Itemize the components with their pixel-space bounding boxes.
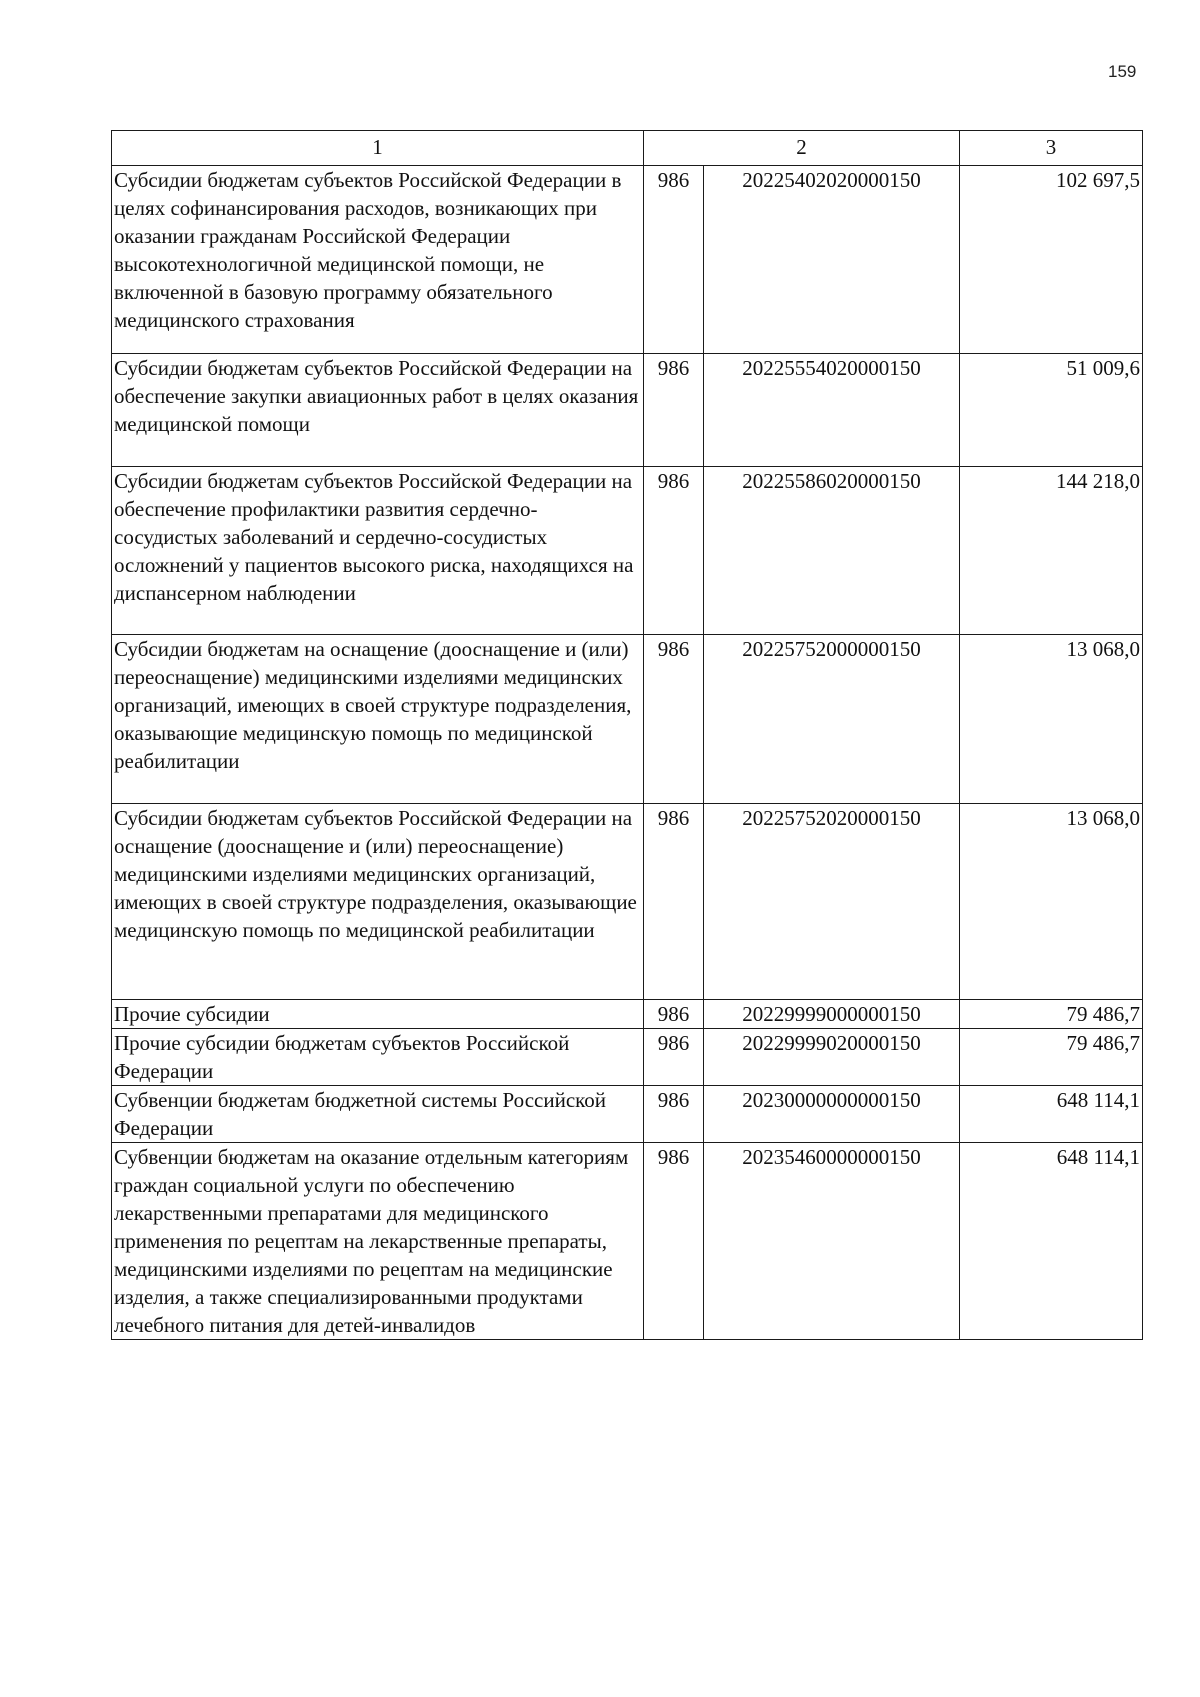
- row-budget-code: 20230000000000150: [704, 1086, 960, 1143]
- row-admin-code: 986: [644, 467, 704, 635]
- table-row: [112, 354, 1143, 467]
- table-row: [112, 467, 1143, 635]
- table-row: [112, 1086, 1143, 1143]
- row-amount: 144 218,0: [960, 467, 1143, 635]
- table-row: [112, 1029, 1143, 1086]
- header-col-3: 3: [960, 131, 1143, 166]
- row-admin-code: 986: [644, 1000, 704, 1029]
- row-admin-code: 986: [644, 635, 704, 804]
- row-admin-code: 986: [644, 354, 704, 467]
- row-admin-code: 986: [644, 1143, 704, 1340]
- row-name: Субсидии бюджетам на оснащение (дооснащение и (или) переоснащение) медицинскими изделиями медицинских организаций, имеющих в своей структуре подразделения, оказывающие медицинскую помощь по медицинской реабилитации: [112, 635, 644, 804]
- row-name: Субсидии бюджетам субъектов Российской Федерации на обеспечение профилактики развития сердечно-сосудистых заболеваний и сердечно-сосудистых осложнений у пациентов высокого риска, находящихся на диспансерном наблюдении: [112, 467, 644, 635]
- row-name: Субсидии бюджетам субъектов Российской Федерации в целях софинансирования расходов, возникающих при оказании гражданам Российской Федерации высокотехнологичной медицинской помощи, не включенной в базовую программу обязательного медицинского страхования: [112, 166, 644, 354]
- row-amount: 79 486,7: [960, 1000, 1143, 1029]
- row-name: Субвенции бюджетам на оказание отдельным категориям граждан социальной услуги по обеспечению лекарственными препаратами для медицинского применения по рецептам на лекарственные препараты, медицинскими изделиями по рецептам на медицинские изделия, а также специализированными продуктами лечебного питания для детей-инвалидов: [112, 1143, 644, 1340]
- row-admin-code: 986: [644, 804, 704, 1000]
- page-number: 159: [1108, 62, 1137, 81]
- row-budget-code: 20225554020000150: [704, 354, 960, 467]
- row-amount: 648 114,1: [960, 1143, 1143, 1340]
- row-admin-code: 986: [644, 1029, 704, 1086]
- table-row: [112, 166, 1143, 354]
- row-amount: 648 114,1: [960, 1086, 1143, 1143]
- row-name: Субсидии бюджетам субъектов Российской Федерации на обеспечение закупки авиационных работ в целях оказания медицинской помощи: [112, 354, 644, 467]
- row-budget-code: 20225586020000150: [704, 467, 960, 635]
- row-budget-code: 20229999000000150: [704, 1000, 960, 1029]
- row-amount: 13 068,0: [960, 635, 1143, 804]
- header-col-1: 1: [112, 131, 644, 166]
- budget-table: [111, 130, 1143, 1340]
- row-admin-code: 986: [644, 166, 704, 354]
- table-header-row: [112, 131, 1143, 166]
- row-amount: 13 068,0: [960, 804, 1143, 1000]
- row-name: Прочие субсидии: [112, 1000, 644, 1029]
- row-amount: 51 009,6: [960, 354, 1143, 467]
- table-row: [112, 1143, 1143, 1340]
- table-row: [112, 804, 1143, 1000]
- row-admin-code: 986: [644, 1086, 704, 1143]
- row-name: Субвенции бюджетам бюджетной системы Российской Федерации: [112, 1086, 644, 1143]
- header-col-2: 2: [644, 131, 960, 166]
- row-name: Прочие субсидии бюджетам субъектов Российской Федерации: [112, 1029, 644, 1086]
- row-budget-code: 20235460000000150: [704, 1143, 960, 1340]
- row-budget-code: 20225752000000150: [704, 635, 960, 804]
- row-name: Субсидии бюджетам субъектов Российской Федерации на оснащение (дооснащение и (или) переоснащение) медицинскими изделиями медицинских организаций, имеющих в своей структуре подразделения, оказывающие медицинскую помощь по медицинской реабилитации: [112, 804, 644, 1000]
- row-budget-code: 20229999020000150: [704, 1029, 960, 1086]
- row-budget-code: 20225402020000150: [704, 166, 960, 354]
- row-amount: 102 697,5: [960, 166, 1143, 354]
- row-budget-code: 20225752020000150: [704, 804, 960, 1000]
- table-row: [112, 635, 1143, 804]
- row-amount: 79 486,7: [960, 1029, 1143, 1086]
- table-row: [112, 1000, 1143, 1029]
